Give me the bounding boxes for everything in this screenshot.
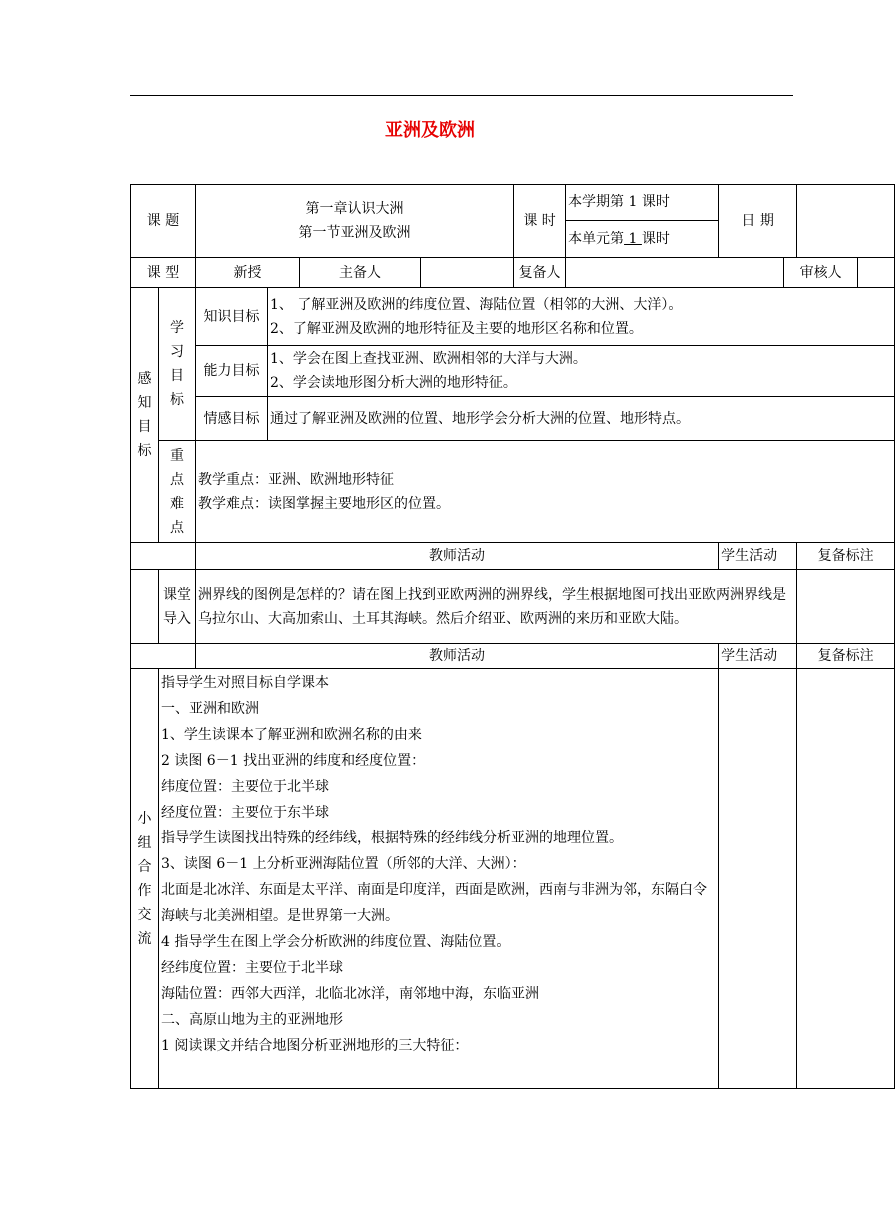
knowledge-goal-content: 1、 了解亚洲及欧洲的纬度位置、海陆位置（相邻的大洲、大洋）。 2、了解亚洲及欧洲的地形特征及主要的地形区名称和位置。: [268, 288, 895, 346]
ability-row: [131, 346, 895, 397]
learning-goals-label: 学习目标: [159, 288, 196, 441]
student-activity-header-2: 学生活动: [719, 644, 797, 669]
semester-hours: 本学期第 1 课时: [566, 185, 718, 221]
class-intro-content: 洲界线的图例是怎样的？请在图上找到亚欧两洲的洲界线，学生根据地图可找出亚欧两洲界线是乌拉尔山、大高加索山、土耳其海峡。然后介绍亚、欧两洲的来历和亚欧大陆。: [196, 570, 797, 644]
chapter-title: 第一章认识大洲: [305, 201, 404, 217]
topic-value: [196, 185, 514, 258]
unit-hours: 本单元第 1 课时: [568, 231, 670, 247]
lead-prep-value[interactable]: [421, 258, 514, 288]
reviewer-label: 审核人: [784, 258, 858, 288]
topic-row: [131, 185, 895, 258]
review-note-header: 复备标注: [797, 543, 895, 570]
knowledge-row: [131, 288, 895, 346]
co-prep-value[interactable]: [566, 258, 784, 288]
key-points-row: [131, 441, 895, 543]
key-points-content: 教学重点：亚洲、欧洲地形特征 教学难点：读图掌握主要地形区的位置。: [196, 441, 895, 543]
review-note-cell[interactable]: [797, 669, 895, 1089]
ability-goal-content: 1、学会在图上查找亚洲、欧洲相邻的大洋与大洲。 2、学会读地形图分析大洲的地形特征。: [268, 346, 895, 397]
co-prep-label: 复备人: [514, 258, 566, 288]
document-title: 亚洲及欧洲: [385, 120, 475, 141]
emotion-row: [131, 397, 895, 441]
knowledge-goal-label: 知识目标: [196, 288, 268, 346]
intro-row: [131, 570, 895, 644]
group-work-content: 指导学生对照目标自学课本 一、亚洲和欧洲 1、学生读课本了解亚洲和欧洲名称的由来 2 读图 6－1 找出亚洲的纬度和经度位置： 纬度位置：主要位于北半球 经度位置：主要位于东半球 指导学生读图找出特殊的经纬线，根据特殊的经纬线分析亚洲的地理位置。 3、读图 6－1 上分析亚洲海陆位置（所邻的大洋、大洲）： 北面是北冰洋、东面是太平洋、南面是印度洋，西面是欧洲，西南与非洲为邻，东隔白令海峡与北美洲相望。是世界第一大洲。 4 指导学生在图上学会分析欧洲的纬度位置、海陆位置。 经纬度位置：主要位于北半球 海陆位置：西邻大西洋，北临北冰洋，南邻地中海，东临亚洲 二、高原山地为主的亚洲地形 1 阅读课文并结合地图分析亚洲地形的三大特征：: [159, 669, 719, 1089]
emotion-goal-label: 情感目标: [196, 397, 268, 441]
type-row: [131, 258, 895, 288]
ability-goal-label: 能力目标: [196, 346, 268, 397]
section-title: 第一节亚洲及欧洲: [298, 225, 411, 241]
date-value[interactable]: [797, 185, 895, 258]
activity-header-row-2: [131, 644, 895, 669]
header-rule: [130, 95, 793, 96]
class-intro-label: 课堂导入: [159, 570, 196, 644]
student-activity-header: 学生活动: [719, 543, 797, 570]
group-work-row: [131, 669, 895, 1089]
group-work-label: 小组合作交流: [131, 669, 159, 1089]
perception-goals-label: 感知目标: [131, 288, 159, 543]
intro-review-note[interactable]: [797, 570, 895, 644]
key-points-label: 重点难点: [159, 441, 196, 543]
lead-prep-label: 主备人: [300, 258, 421, 288]
hours-label: 课 时: [514, 185, 566, 258]
date-label: 日 期: [719, 185, 797, 258]
hours-value: [566, 185, 719, 258]
teacher-activity-header: 教师活动: [196, 543, 719, 570]
student-activity-cell[interactable]: [719, 669, 797, 1089]
type-label: 课 型: [131, 258, 196, 288]
emotion-goal-content: 通过了解亚洲及欧洲的位置、地形学会分析大洲的位置、地形特点。: [268, 397, 895, 441]
type-value: 新授: [196, 258, 300, 288]
teacher-activity-header-2: 教师活动: [196, 644, 719, 669]
lesson-plan-table: [130, 184, 895, 1089]
topic-label: 课 题: [131, 185, 196, 258]
activity-header-row: [131, 543, 895, 570]
reviewer-value[interactable]: [858, 258, 895, 288]
review-note-header-2: 复备标注: [797, 644, 895, 669]
